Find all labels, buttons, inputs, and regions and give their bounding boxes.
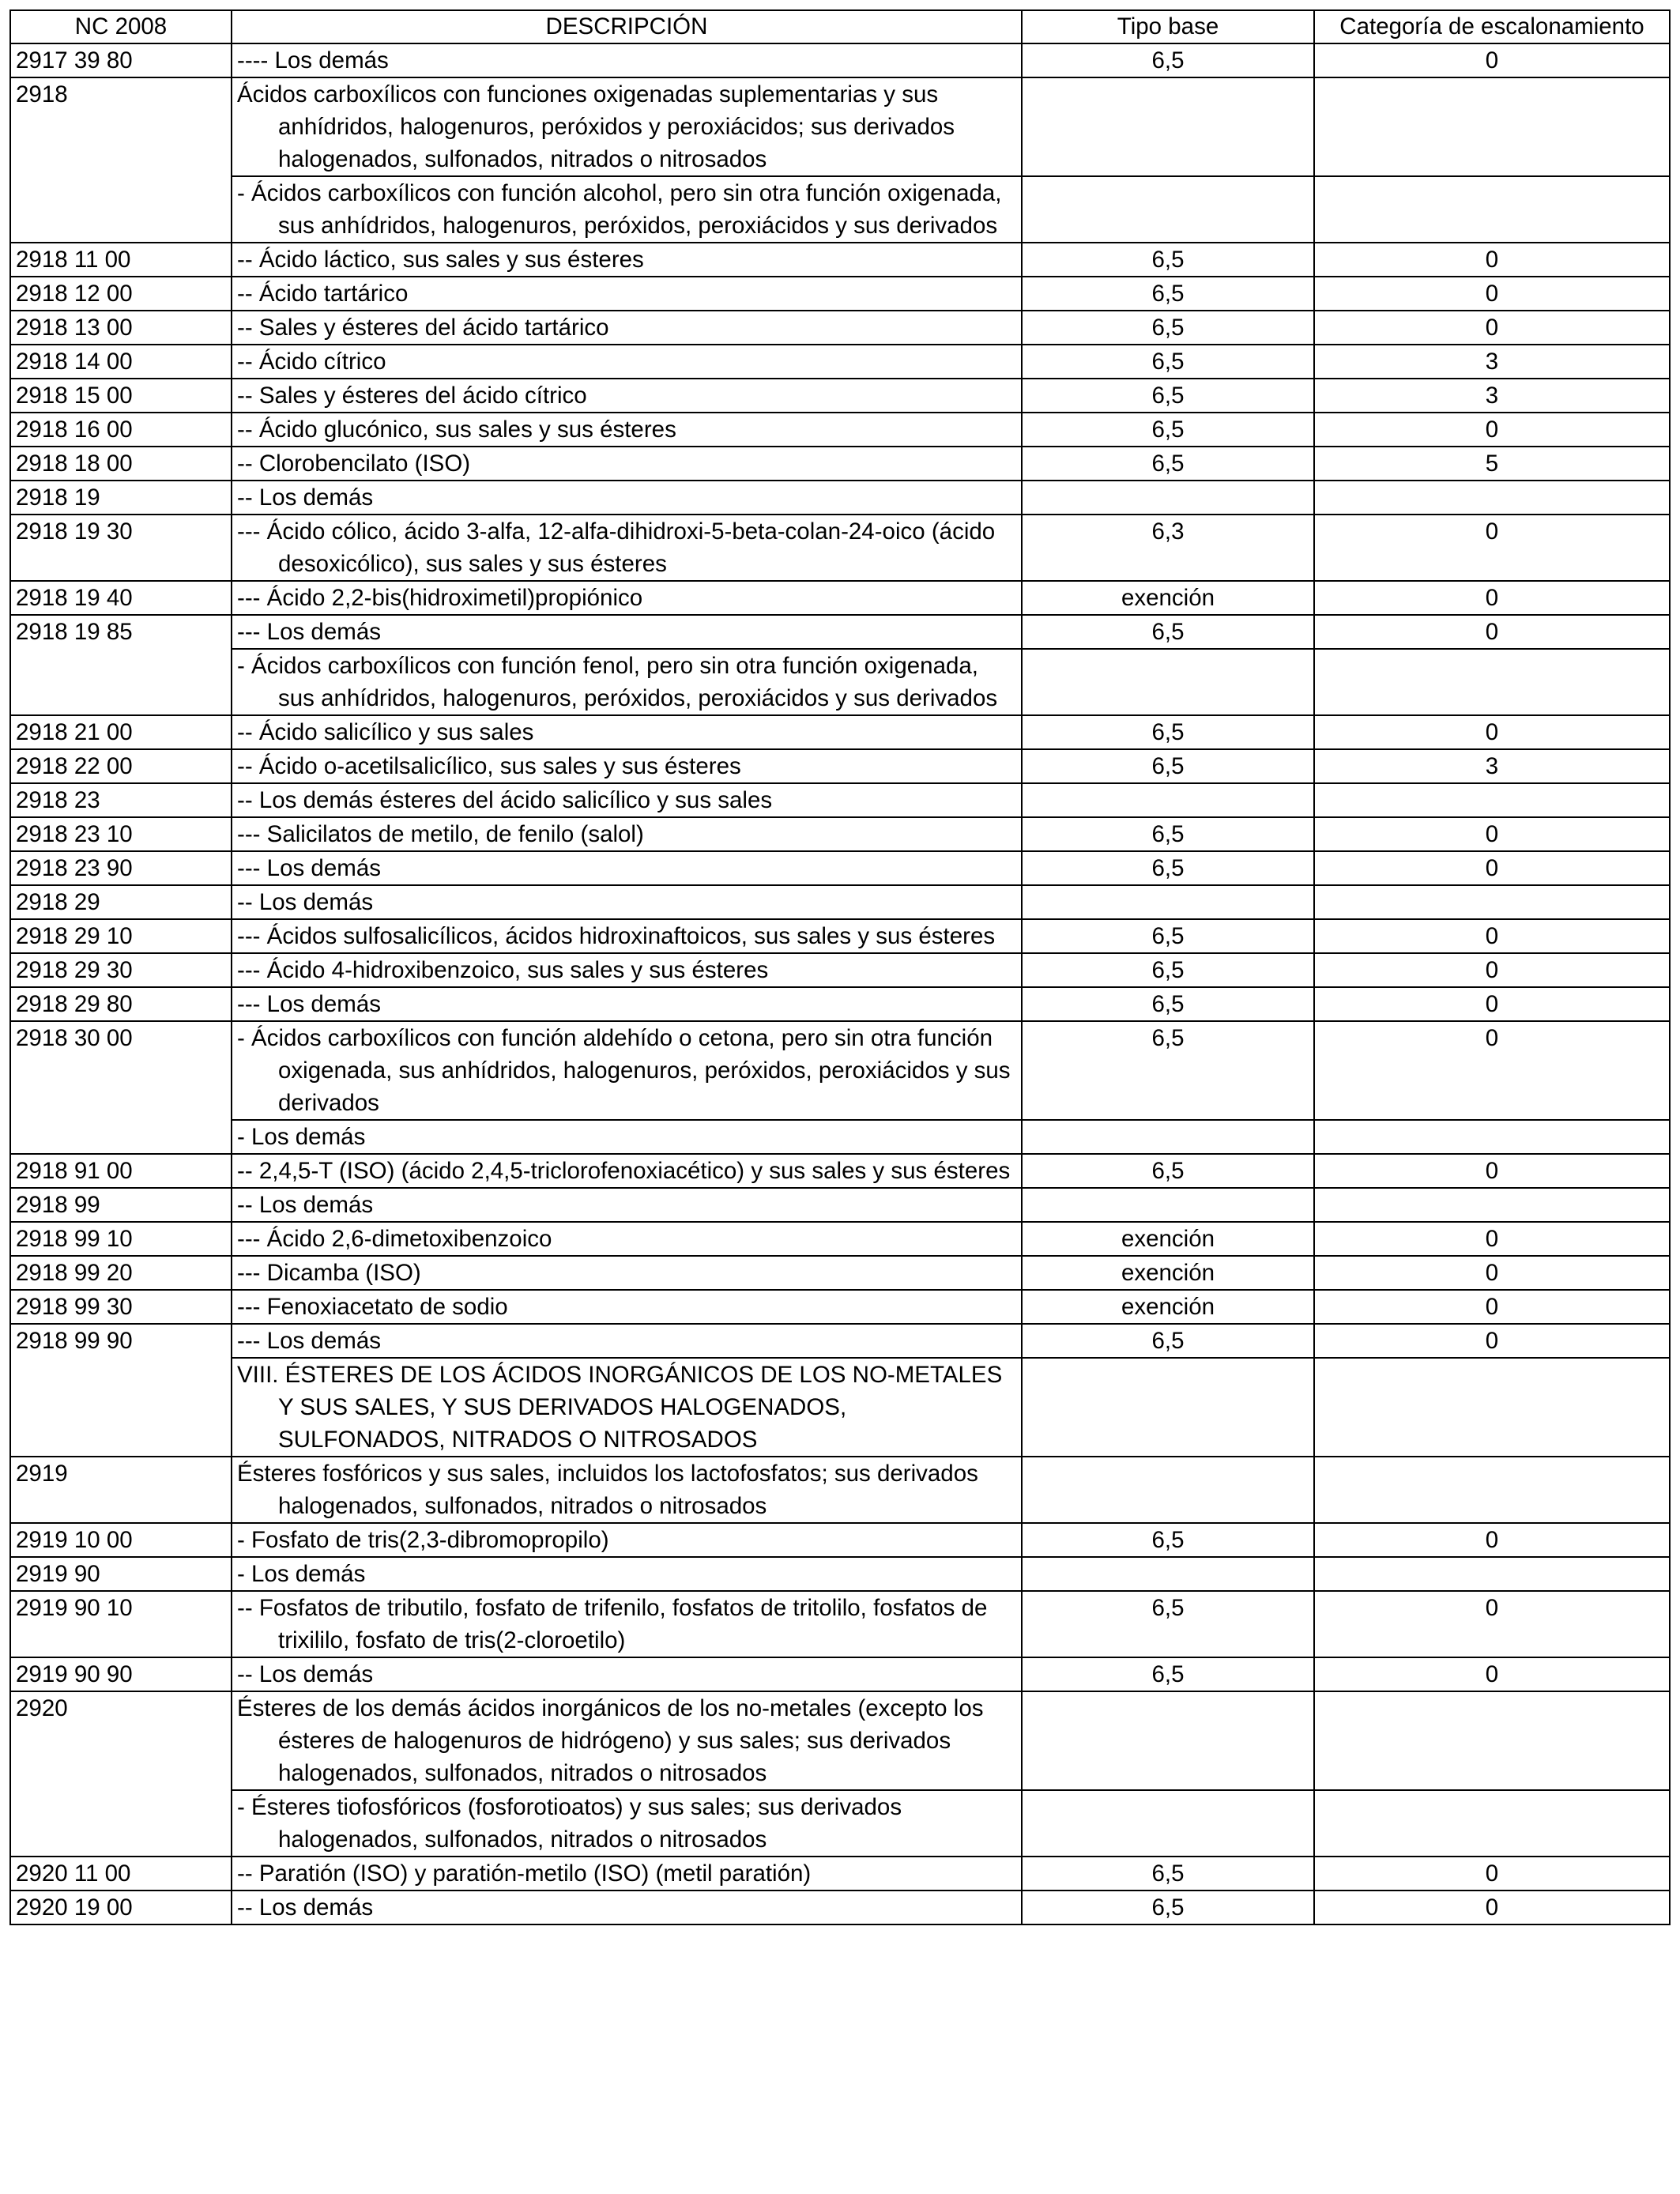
header-description: DESCRIPCIÓN: [232, 10, 1022, 43]
row-description: - Fosfato de tris(2,3-dibromopropilo): [232, 1523, 1022, 1557]
row-category: 0: [1314, 1256, 1670, 1290]
row-description: -- Sales y ésteres del ácido cítrico: [232, 379, 1022, 413]
row-category: [1314, 1188, 1670, 1222]
row-base-rate: 6,5: [1022, 379, 1314, 413]
row-code: 2919: [10, 1457, 232, 1523]
row-category: 0: [1314, 581, 1670, 615]
row-code: 2920 19 00: [10, 1891, 232, 1924]
row-code: 2918 12 00: [10, 277, 232, 311]
row-base-rate: 6,5: [1022, 851, 1314, 885]
row-code: 2918 16 00: [10, 413, 232, 447]
row-base-rate: 6,5: [1022, 1591, 1314, 1657]
row-category: [1314, 885, 1670, 919]
row-description: -- Los demás: [232, 1657, 1022, 1691]
header-base-rate: Tipo base: [1022, 10, 1314, 43]
table-row: [10, 1523, 1670, 1557]
row-base-rate: 6,5: [1022, 345, 1314, 379]
row-category: 0: [1314, 953, 1670, 987]
row-description: -- Paratión (ISO) y paratión-metilo (ISO) (metil paratión): [232, 1857, 1022, 1891]
row-code: 2918 30 00: [10, 1021, 232, 1154]
row-base-rate: 6,5: [1022, 987, 1314, 1021]
table-row: [10, 1358, 1670, 1457]
table-row: [10, 277, 1670, 311]
row-base-rate: exención: [1022, 1222, 1314, 1256]
row-category: [1314, 481, 1670, 515]
row-base-rate: 6,5: [1022, 277, 1314, 311]
row-base-rate: [1022, 1457, 1314, 1523]
row-base-rate: [1022, 1358, 1314, 1457]
row-base-rate: 6,5: [1022, 43, 1314, 77]
table-row: [10, 615, 1670, 649]
row-code: 2918 99 20: [10, 1256, 232, 1290]
table-row: [10, 649, 1670, 715]
table-row: [10, 851, 1670, 885]
row-category: 0: [1314, 243, 1670, 277]
row-category: 0: [1314, 919, 1670, 953]
row-code: 2918 29 80: [10, 987, 232, 1021]
row-category: 0: [1314, 311, 1670, 345]
row-code: 2918 23: [10, 783, 232, 817]
table-row: [10, 749, 1670, 783]
row-code: 2918 23 90: [10, 851, 232, 885]
row-base-rate: 6,5: [1022, 953, 1314, 987]
table-row: [10, 1591, 1670, 1657]
table-row: [10, 1256, 1670, 1290]
row-base-rate: 6,5: [1022, 715, 1314, 749]
row-code: 2918 22 00: [10, 749, 232, 783]
row-base-rate: 6,5: [1022, 413, 1314, 447]
row-description: -- Clorobencilato (ISO): [232, 447, 1022, 481]
row-code: 2918 91 00: [10, 1154, 232, 1188]
row-category: 0: [1314, 413, 1670, 447]
row-code: 2918 29 10: [10, 919, 232, 953]
table-row: [10, 1222, 1670, 1256]
row-base-rate: exención: [1022, 1256, 1314, 1290]
row-category: [1314, 176, 1670, 243]
row-code: 2918 19 85: [10, 615, 232, 715]
table-row: [10, 1188, 1670, 1222]
row-description: --- Los demás: [232, 987, 1022, 1021]
row-description: --- Los demás: [232, 851, 1022, 885]
row-base-rate: [1022, 1790, 1314, 1857]
row-code: 2918: [10, 77, 232, 243]
row-description: --- Ácido cólico, ácido 3-alfa, 12-alfa-dihidroxi-5-beta-colan-24-oico (ácido desoxicólico), sus sales y sus ésteres: [232, 515, 1022, 581]
row-category: [1314, 1790, 1670, 1857]
table-row: [10, 1657, 1670, 1691]
row-description: -- Ácido glucónico, sus sales y sus ésteres: [232, 413, 1022, 447]
table-row: [10, 379, 1670, 413]
table-row: [10, 345, 1670, 379]
row-description: -- Fosfatos de tributilo, fosfato de trifenilo, fosfatos de tritolilo, fosfatos de trixililo, fosfato de tris(2-cloroetilo): [232, 1591, 1022, 1657]
table-row: [10, 43, 1670, 77]
row-base-rate: [1022, 176, 1314, 243]
section-heading: VIII. ÉSTERES DE LOS ÁCIDOS INORGÁNICOS DE LOS NO-METALES Y SUS SALES, Y SUS DERIVADOS HALOGENADOS, SULFONADOS, NITRADOS O NITROSADOS: [232, 1358, 1022, 1457]
row-base-rate: [1022, 77, 1314, 176]
row-category: 0: [1314, 1591, 1670, 1657]
header-code: NC 2008: [10, 10, 232, 43]
row-description: - Ácidos carboxílicos con función alcohol, pero sin otra función oxigenada, sus anhídridos, halogenuros, peróxidos, peroxiácidos y sus derivados: [232, 176, 1022, 243]
row-description: - Los demás: [232, 1120, 1022, 1154]
row-base-rate: [1022, 649, 1314, 715]
row-code: 2918 18 00: [10, 447, 232, 481]
row-base-rate: 6,3: [1022, 515, 1314, 581]
table-row: [10, 1154, 1670, 1188]
row-description: -- Los demás ésteres del ácido salicílico y sus sales: [232, 783, 1022, 817]
row-category: 0: [1314, 277, 1670, 311]
row-category: 0: [1314, 1021, 1670, 1120]
row-base-rate: 6,5: [1022, 919, 1314, 953]
row-base-rate: 6,5: [1022, 817, 1314, 851]
table-row: [10, 311, 1670, 345]
row-base-rate: 6,5: [1022, 1657, 1314, 1691]
table-row: [10, 1691, 1670, 1790]
row-base-rate: [1022, 481, 1314, 515]
row-category: 0: [1314, 1891, 1670, 1924]
row-description: --- Ácido 2,6-dimetoxibenzoico: [232, 1222, 1022, 1256]
row-category: 0: [1314, 615, 1670, 649]
row-description: -- Ácido láctico, sus sales y sus ésteres: [232, 243, 1022, 277]
row-code: 2920: [10, 1691, 232, 1857]
row-base-rate: 6,5: [1022, 447, 1314, 481]
row-description: -- Los demás: [232, 481, 1022, 515]
row-base-rate: exención: [1022, 1290, 1314, 1324]
row-description: -- Ácido salicílico y sus sales: [232, 715, 1022, 749]
row-code: 2918 29 30: [10, 953, 232, 987]
row-base-rate: 6,5: [1022, 1891, 1314, 1924]
table-row: [10, 987, 1670, 1021]
row-description: Ésteres fosfóricos y sus sales, incluidos los lactofosfatos; sus derivados halogenados, sulfonados, nitrados o nitrosados: [232, 1457, 1022, 1523]
row-category: 0: [1314, 1324, 1670, 1358]
row-description: -- Los demás: [232, 885, 1022, 919]
row-description: ---- Los demás: [232, 43, 1022, 77]
row-code: 2920 11 00: [10, 1857, 232, 1891]
row-description: -- Ácido cítrico: [232, 345, 1022, 379]
table-row: [10, 1557, 1670, 1591]
row-category: 3: [1314, 749, 1670, 783]
row-category: [1314, 1120, 1670, 1154]
row-category: 0: [1314, 987, 1670, 1021]
row-code: 2918 21 00: [10, 715, 232, 749]
row-description: - Ácidos carboxílicos con función fenol, pero sin otra función oxigenada, sus anhídridos, halogenuros, peróxidos, peroxiácidos y sus derivados: [232, 649, 1022, 715]
row-code: 2918 29: [10, 885, 232, 919]
table-row: [10, 176, 1670, 243]
row-category: 0: [1314, 1523, 1670, 1557]
row-category: [1314, 1358, 1670, 1457]
row-base-rate: 6,5: [1022, 311, 1314, 345]
table-row: [10, 481, 1670, 515]
row-base-rate: [1022, 1120, 1314, 1154]
table-header-row: [10, 10, 1670, 43]
row-description: --- Ácidos sulfosalicílicos, ácidos hidroxinaftoicos, sus sales y sus ésteres: [232, 919, 1022, 953]
table-row: [10, 1457, 1670, 1523]
row-category: [1314, 649, 1670, 715]
table-row: [10, 919, 1670, 953]
row-description: Ésteres de los demás ácidos inorgánicos de los no-metales (excepto los ésteres de halogenuros de hidrógeno) y sus sales; sus derivados halogenados, sulfonados, nitrados o nitrosados: [232, 1691, 1022, 1790]
table-row: [10, 783, 1670, 817]
row-code: 2918 99 30: [10, 1290, 232, 1324]
table-row: [10, 1290, 1670, 1324]
table-row: [10, 817, 1670, 851]
row-category: 3: [1314, 379, 1670, 413]
row-category: [1314, 1557, 1670, 1591]
row-base-rate: [1022, 783, 1314, 817]
row-category: 0: [1314, 515, 1670, 581]
row-description: --- Los demás: [232, 1324, 1022, 1358]
row-description: --- Ácido 2,2-bis(hidroximetil)propiónico: [232, 581, 1022, 615]
table-row: [10, 581, 1670, 615]
tariff-table: [9, 9, 1671, 1925]
table-row: [10, 885, 1670, 919]
row-base-rate: 6,5: [1022, 1021, 1314, 1120]
table-row: [10, 447, 1670, 481]
row-base-rate: 6,5: [1022, 1523, 1314, 1557]
row-description: --- Ácido 4-hidroxibenzoico, sus sales y sus ésteres: [232, 953, 1022, 987]
row-code: 2918 19 30: [10, 515, 232, 581]
row-description: -- Ácido tartárico: [232, 277, 1022, 311]
row-category: 0: [1314, 1657, 1670, 1691]
row-description: --- Los demás: [232, 615, 1022, 649]
row-base-rate: 6,5: [1022, 1154, 1314, 1188]
row-base-rate: [1022, 1557, 1314, 1591]
row-code: 2919 90 90: [10, 1657, 232, 1691]
row-base-rate: [1022, 885, 1314, 919]
row-category: [1314, 1457, 1670, 1523]
table-row: [10, 515, 1670, 581]
row-code: 2918 13 00: [10, 311, 232, 345]
row-description: Ácidos carboxílicos con funciones oxigenadas suplementarias y sus anhídridos, halogenuros, peróxidos y peroxiácidos; sus derivados halogenados, sulfonados, nitrados o nitrosados: [232, 77, 1022, 176]
row-description: -- 2,4,5-T (ISO) (ácido 2,4,5-triclorofenoxiacético) y sus sales y sus ésteres: [232, 1154, 1022, 1188]
row-category: 0: [1314, 715, 1670, 749]
row-code: 2918 11 00: [10, 243, 232, 277]
table-row: [10, 77, 1670, 176]
row-code: 2919 10 00: [10, 1523, 232, 1557]
row-description: --- Salicilatos de metilo, de fenilo (salol): [232, 817, 1022, 851]
row-category: 0: [1314, 851, 1670, 885]
table-row: [10, 413, 1670, 447]
table-row: [10, 1120, 1670, 1154]
row-code: 2918 19 40: [10, 581, 232, 615]
table-row: [10, 1857, 1670, 1891]
table-row: [10, 953, 1670, 987]
row-base-rate: 6,5: [1022, 615, 1314, 649]
row-code: 2917 39 80: [10, 43, 232, 77]
row-description: -- Los demás: [232, 1188, 1022, 1222]
row-category: [1314, 1691, 1670, 1790]
tariff-page: [9, 9, 1669, 1925]
row-description: - Ácidos carboxílicos con función aldehído o cetona, pero sin otra función oxigenada, sus anhídridos, halogenuros, peróxidos, peroxiácidos y sus derivados: [232, 1021, 1022, 1120]
row-category: 0: [1314, 1154, 1670, 1188]
row-description: - Ésteres tiofosfóricos (fosforotioatos) y sus sales; sus derivados halogenados, sulfonados, nitrados o nitrosados: [232, 1790, 1022, 1857]
row-base-rate: 6,5: [1022, 1324, 1314, 1358]
row-code: 2919 90: [10, 1557, 232, 1591]
row-category: 0: [1314, 1290, 1670, 1324]
row-code: 2918 99: [10, 1188, 232, 1222]
row-category: [1314, 783, 1670, 817]
table-row: [10, 1790, 1670, 1857]
table-row: [10, 1324, 1670, 1358]
row-category: 0: [1314, 43, 1670, 77]
row-category: 5: [1314, 447, 1670, 481]
row-description: - Los demás: [232, 1557, 1022, 1591]
row-code: 2918 99 90: [10, 1324, 232, 1457]
row-category: 0: [1314, 1222, 1670, 1256]
row-base-rate: [1022, 1691, 1314, 1790]
row-code: 2918 14 00: [10, 345, 232, 379]
row-base-rate: 6,5: [1022, 749, 1314, 783]
row-code: 2918 15 00: [10, 379, 232, 413]
row-description: --- Fenoxiacetato de sodio: [232, 1290, 1022, 1324]
row-base-rate: exención: [1022, 581, 1314, 615]
row-code: 2918 99 10: [10, 1222, 232, 1256]
table-row: [10, 715, 1670, 749]
row-base-rate: 6,5: [1022, 243, 1314, 277]
row-base-rate: 6,5: [1022, 1857, 1314, 1891]
table-row: [10, 1891, 1670, 1924]
row-code: 2918 19: [10, 481, 232, 515]
row-description: -- Ácido o-acetilsalicílico, sus sales y sus ésteres: [232, 749, 1022, 783]
row-category: 0: [1314, 817, 1670, 851]
row-category: [1314, 77, 1670, 176]
row-description: --- Dicamba (ISO): [232, 1256, 1022, 1290]
table-row: [10, 243, 1670, 277]
row-description: -- Los demás: [232, 1891, 1022, 1924]
row-code: 2918 23 10: [10, 817, 232, 851]
row-category: 3: [1314, 345, 1670, 379]
row-description: -- Sales y ésteres del ácido tartárico: [232, 311, 1022, 345]
row-category: 0: [1314, 1857, 1670, 1891]
row-code: 2919 90 10: [10, 1591, 232, 1657]
header-category: Categoría de escalonamiento: [1314, 10, 1670, 43]
row-base-rate: [1022, 1188, 1314, 1222]
table-row: [10, 1021, 1670, 1120]
